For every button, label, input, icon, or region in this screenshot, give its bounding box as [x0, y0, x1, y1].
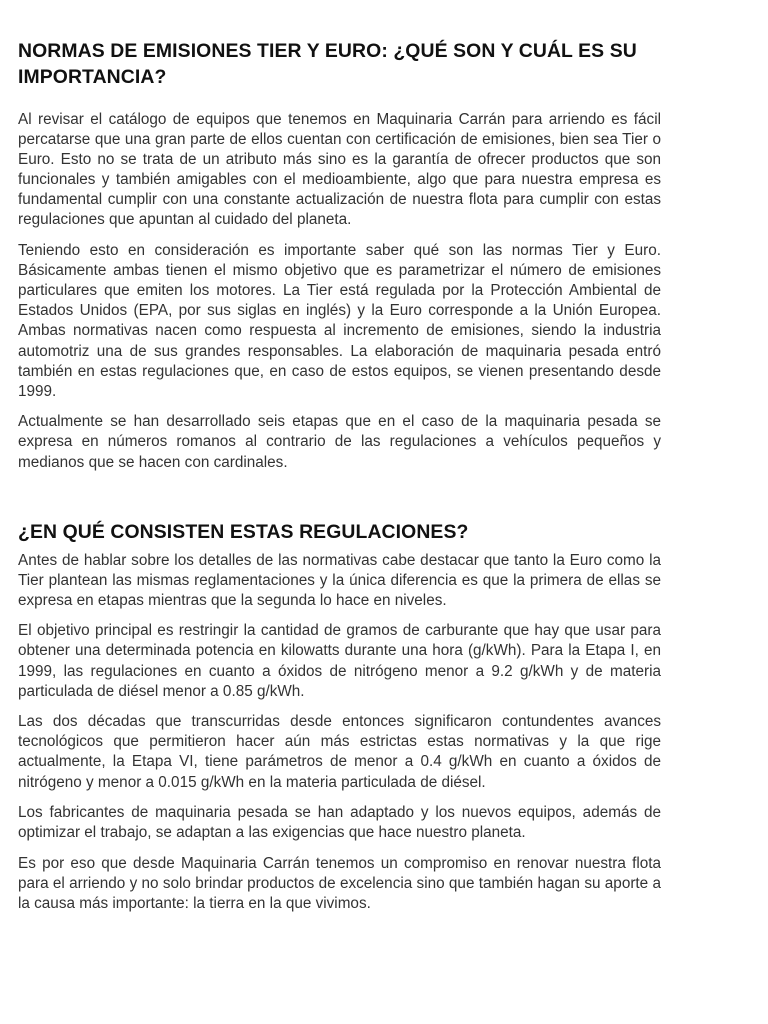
paragraph: Teniendo esto en consideración es importante saber qué son las normas Tier y Euro. Básicamente ambas tienen el mismo objetivo que es parametrizar el número de emisiones particulares que emiten los motores. La Tier está regulada por la Protección Ambiental de Estados Unidos (EPA, por sus siglas en inglés) y la Euro corresponde a la Unión Europea. Ambas normativas nacen como respuesta al incremento de emisiones, siendo la industria automotriz una de sus grandes responsables. La elaboración de maquinaria pesada entró también en estas regulaciones que, en caso de estos equipos, se vienen presentando desde 1999. [18, 242, 661, 400]
section-intro [18, 110, 661, 473]
section-regulations [18, 519, 661, 915]
paragraph: Los fabricantes de maquinaria pesada se han adaptado y los nuevos equipos, además de optimizar el trabajo, se adaptan a las exigencias que hace nuestro planeta. [18, 804, 661, 842]
paragraph: Es por eso que desde Maquinaria Carrán tenemos un compromiso en renovar nuestra flota para el arriendo y no solo brindar productos de excelencia sino que también hagan su aporte a la causa más importante: la tierra en la que vivimos. [18, 854, 661, 912]
document-page [18, 38, 661, 914]
paragraph: El objetivo principal es restringir la cantidad de gramos de carburante que hay que usar para obtener una determinada potencia en kilowatts durante una hora (g/kWh). Para la Etapa I, en 1999, las regulaciones en cuanto a óxidos de nitrógeno menor a 9.2 g/kWh y de materia particulada de diésel menor a 0.85 g/kWh. [18, 622, 661, 700]
paragraph: Antes de hablar sobre los detalles de las normativas cabe destacar que tanto la Euro como la Tier plantean las mismas reglamentaciones y la única diferencia es que la primera de ellas se expresa en etapas mientras que la segunda lo hace en niveles. [18, 551, 661, 609]
section-heading: ¿EN QUÉ CONSISTEN ESTAS REGULACIONES? [18, 520, 469, 543]
paragraph: Las dos décadas que transcurridas desde entonces significaron contundentes avances tecnológicos que permitieron hacer aún más estrictas estas normativas y la que rige actualmente, la Etapa VI, tiene parámetros de menor a 0.4 g/kWh en cuanto a óxidos de nitrógeno y menor a 0.015 g/kWh en la materia particulada de diésel. [18, 713, 661, 791]
paragraph: Actualmente se han desarrollado seis etapas que en el caso de la maquinaria pesada se expresa en números romanos al contrario de las regulaciones a vehículos pequeños y medianos que se hacen con cardinales. [18, 413, 661, 471]
page-title: NORMAS DE EMISIONES TIER Y EURO: ¿QUÉ SON Y CUÁL ES SU IMPORTANCIA? [18, 40, 637, 88]
paragraph: Al revisar el catálogo de equipos que tenemos en Maquinaria Carrán para arriendo es fácil percatarse que una gran parte de ellos cuentan con certificación de emisiones, bien sea Tier o Euro. Esto no se trata de un atributo más sino es la garantía de ofrecer productos que son funcionales y también amigables con el medioambiente, algo que para nuestra empresa es fundamental cumplir con una constante actualización de nuestra flota para cumplir con estas regulaciones que apuntan al cuidado del planeta. [18, 111, 661, 229]
